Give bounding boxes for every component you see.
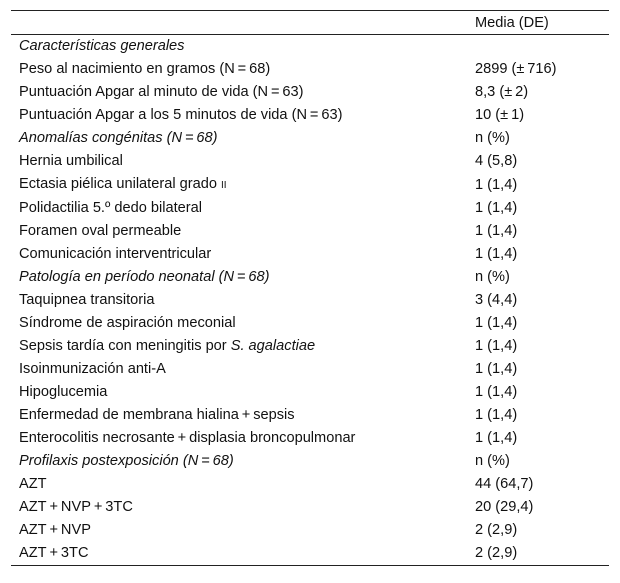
table-row: [11, 150, 609, 173]
row-label-species: S. agalactiae: [230, 338, 316, 354]
row-value: 1 (1,4): [475, 338, 518, 354]
table-row: [11, 58, 609, 81]
row-value: n (%): [475, 453, 510, 469]
row-value: n (%): [475, 269, 510, 285]
row-label-text: Peso al nacimiento en gramos (N = 68): [19, 61, 271, 77]
row-value: 1 (1,4): [475, 176, 518, 193]
table-row: [11, 496, 609, 519]
row-label-text: Isoinmunización anti-A: [19, 361, 166, 377]
section-label: [11, 127, 467, 150]
row-value: 2899 (± 716): [475, 61, 557, 77]
table-row: [11, 381, 609, 404]
row-value: 1 (1,4): [475, 246, 518, 262]
row-label-text: Hernia umbilical: [19, 153, 123, 169]
row-label: [11, 427, 467, 450]
section-label: [11, 450, 467, 473]
table-row: [11, 404, 609, 427]
row-value: 20 (29,4): [475, 499, 534, 515]
row-label: [11, 289, 467, 312]
row-label-text: Ectasia piélica unilateral grado: [19, 176, 221, 192]
row-label-text: AZT + NVP: [19, 522, 91, 538]
section-row: [11, 266, 609, 289]
table-row: [11, 312, 609, 335]
row-label-text: Síndrome de aspiración meconial: [19, 315, 236, 331]
row-label: [11, 243, 467, 266]
row-value: 1 (1,4): [475, 200, 518, 216]
section-row: [11, 35, 609, 59]
row-label: [11, 173, 467, 197]
row-label: [11, 197, 467, 220]
row-label-text: Foramen oval permeable: [19, 223, 182, 239]
table-row: [11, 542, 609, 566]
row-label: [11, 358, 467, 381]
row-value: 1 (1,4): [475, 361, 518, 377]
row-label: [11, 381, 467, 404]
row-label: [11, 519, 467, 542]
table-row: [11, 519, 609, 542]
table-row: [11, 197, 609, 220]
row-label-text: Taquipnea transitoria: [19, 292, 155, 308]
row-value: 1 (1,4): [475, 407, 518, 423]
table-row: [11, 335, 609, 358]
row-label: [11, 312, 467, 335]
data-table-container: [11, 10, 609, 566]
header-col-mean-sd: Media (DE): [467, 11, 609, 35]
row-value: 2 (2,9): [475, 522, 518, 538]
row-label: [11, 58, 467, 81]
data-table: [11, 10, 609, 566]
row-label-text: AZT + NVP + 3TC: [19, 499, 133, 515]
table-row: [11, 289, 609, 312]
row-value: n (%): [475, 130, 510, 146]
table-row: [11, 220, 609, 243]
row-label-text: Comunicación interventricular: [19, 246, 212, 262]
section-label: [11, 35, 467, 59]
row-label-text: Enfermedad de membrana hialina + sepsis: [19, 407, 295, 423]
row-label-text: Enterocolitis necrosante + displasia broncopulmonar: [19, 430, 356, 446]
row-value: 1 (1,4): [475, 430, 518, 446]
header-col-label: [11, 11, 467, 35]
table-row: [11, 104, 609, 127]
row-label-text: Características generales: [19, 38, 185, 54]
row-label: [11, 473, 467, 496]
row-label: [11, 81, 467, 104]
row-label-text: Patología en período neonatal (N = 68): [19, 269, 270, 285]
header-row: [11, 11, 609, 35]
section-label: [11, 266, 467, 289]
row-value: 2 (2,9): [467, 542, 609, 566]
section-row: [11, 450, 609, 473]
row-label-text: Polidactilia 5.º dedo bilateral: [19, 200, 202, 216]
row-value: 4 (5,8): [475, 153, 518, 169]
table-row: [11, 243, 609, 266]
row-value: 1 (1,4): [475, 315, 518, 331]
row-label-text: AZT + 3TC: [19, 545, 89, 561]
row-label-text: Puntuación Apgar al minuto de vida (N = 63): [19, 84, 304, 100]
row-value: 10 (± 1): [475, 107, 525, 123]
table-row: [11, 81, 609, 104]
row-value: [467, 35, 609, 59]
row-label-text: Anomalías congénitas (N = 68): [19, 130, 218, 146]
row-value: 1 (1,4): [475, 223, 518, 239]
row-label: [11, 542, 467, 566]
row-label: [11, 150, 467, 173]
table-row: [11, 173, 609, 197]
row-label: [11, 335, 467, 358]
row-label-text: Hipoglucemia: [19, 384, 108, 400]
row-label-text: AZT: [19, 476, 47, 492]
row-label: [11, 220, 467, 243]
row-value: 44 (64,7): [475, 476, 534, 492]
table-body: [11, 35, 609, 566]
row-label: [11, 404, 467, 427]
row-label-text: Puntuación Apgar a los 5 minutos de vida (N = 63): [19, 107, 343, 123]
table-row: [11, 473, 609, 496]
row-label-text: Profilaxis postexposición (N = 68): [19, 453, 234, 469]
table-row: [11, 358, 609, 381]
table-header: [11, 11, 609, 35]
row-label: [11, 104, 467, 127]
row-label-grade: II: [221, 180, 227, 191]
table-row: [11, 427, 609, 450]
row-label: [11, 496, 467, 519]
row-value: 1 (1,4): [475, 384, 518, 400]
row-label-text: Sepsis tardía con meningitis por: [19, 338, 231, 354]
row-value: 8,3 (± 2): [475, 84, 529, 100]
section-row: [11, 127, 609, 150]
row-value: 3 (4,4): [475, 292, 518, 308]
